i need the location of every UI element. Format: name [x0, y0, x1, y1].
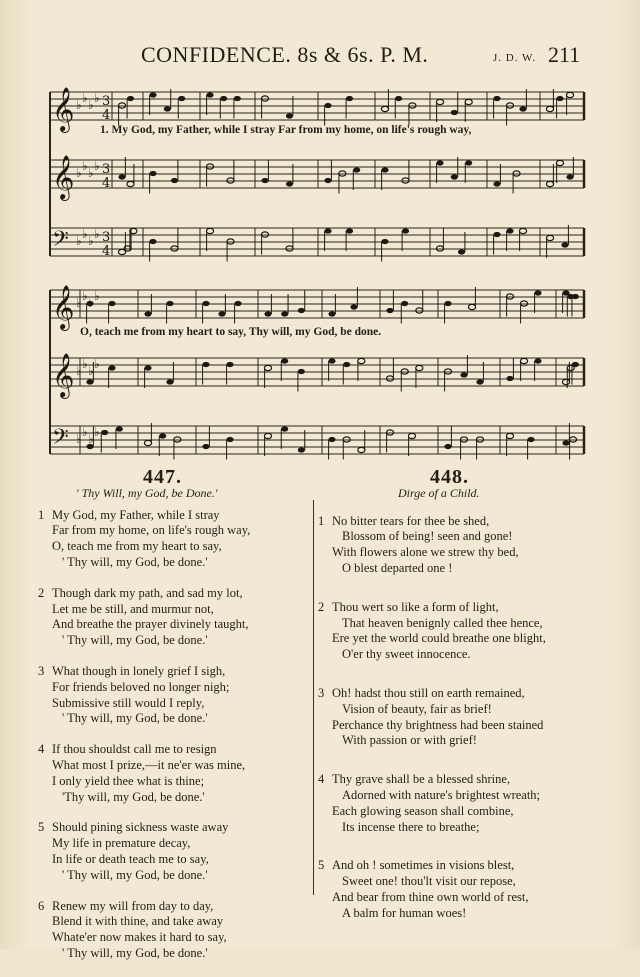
stanza — [38, 742, 308, 805]
note-head — [534, 358, 541, 363]
note-head — [164, 106, 171, 111]
note-head — [401, 301, 408, 306]
note-head — [206, 92, 213, 97]
stanza-number: 4 — [38, 742, 45, 757]
note-head — [468, 304, 475, 309]
stanza-line: With passion or with grief! — [342, 733, 477, 748]
note-head — [493, 232, 500, 237]
stanza-line: For friends beloved no longer nigh; — [52, 679, 230, 694]
music-glyph: ♭ — [76, 98, 82, 112]
note-head — [343, 362, 350, 367]
stanza-line: ' Thy will, my God, be done.' — [62, 554, 208, 569]
stanza-line — [318, 686, 618, 702]
stanza-number: 3 — [318, 685, 325, 700]
note-head — [416, 365, 423, 370]
stanza-text: Thou wert so like a form of light, — [332, 599, 499, 614]
music-glyph: ♭ — [94, 227, 100, 241]
stanza-line: ' Thy will, my God, be done.' — [62, 867, 208, 882]
note-head — [264, 365, 271, 370]
note-head — [159, 433, 166, 438]
stanza-line: Let me be still, and murmur not, — [52, 601, 214, 616]
note-head — [234, 96, 241, 101]
note-head — [286, 113, 293, 118]
stanza — [38, 820, 308, 883]
note-head — [381, 239, 388, 244]
music-glyph: ♭ — [94, 425, 100, 439]
music-glyph: ♭ — [76, 432, 82, 446]
stanza-number: 6 — [38, 898, 45, 913]
note-head — [534, 290, 541, 295]
note-head — [324, 103, 331, 108]
note-head — [346, 96, 353, 101]
stanza — [38, 586, 308, 649]
stanza-line: O'er thy sweet innocence. — [342, 647, 471, 662]
note-head — [444, 301, 451, 306]
hymn-448 — [318, 466, 618, 945]
music-glyph: ♭ — [94, 159, 100, 173]
note-head — [402, 228, 409, 233]
note-head — [527, 437, 534, 442]
note-head — [234, 301, 241, 306]
stanza-line: Blend it with thine, and take away — [52, 914, 224, 929]
note-head — [506, 376, 513, 381]
note-head — [561, 242, 568, 247]
music-glyph: 3 — [102, 94, 111, 109]
stanza-line: That heaven benignly called thee hence, — [342, 615, 543, 630]
stanza — [38, 899, 308, 962]
music-glyph: ♭ — [76, 234, 82, 248]
hymn-448-stanzas — [318, 514, 618, 922]
music-glyph: ♭ — [76, 166, 82, 180]
note-head — [546, 235, 553, 240]
note-head — [206, 228, 213, 233]
stanza-line — [318, 772, 618, 788]
note-head — [519, 106, 526, 111]
note-head — [202, 301, 209, 306]
note-head — [178, 96, 185, 101]
stanza-line: Sweet one! thou'lt visit our repose, — [342, 874, 516, 889]
hymn-447-subtitle: ' Thy Will, my God, be Done.' — [76, 485, 218, 500]
stanza — [318, 772, 618, 835]
note-head — [108, 301, 115, 306]
stanza-line: O blest departed one ! — [342, 560, 453, 575]
music-glyph: ♭ — [88, 166, 94, 180]
stanza — [318, 514, 618, 577]
stanza-number: 2 — [38, 585, 45, 600]
hymn-447 — [38, 466, 308, 977]
note-head — [171, 178, 178, 183]
music-glyph: ♭ — [88, 364, 94, 378]
music-glyph: 4 — [102, 244, 111, 259]
note-head — [144, 440, 151, 445]
note-head — [395, 96, 402, 101]
music-glyph: ♭ — [76, 364, 82, 378]
music-glyph: ♭ — [82, 289, 88, 303]
page-number: 211 — [548, 42, 581, 67]
stanza-line: Vision of beauty, fair as brief! — [342, 701, 492, 716]
stanza-number: 1 — [38, 507, 45, 522]
note-head — [506, 228, 513, 233]
note-head — [324, 178, 331, 183]
note-head — [436, 99, 443, 104]
note-head — [381, 106, 388, 111]
music-glyph: 𝄢 — [52, 425, 69, 455]
note-head — [353, 167, 360, 172]
note-head — [144, 311, 151, 316]
note-head — [566, 174, 573, 179]
notes — [86, 89, 579, 460]
stanza-line — [38, 508, 308, 524]
clefs-and-signatures — [52, 87, 110, 455]
stanza-text: Oh! hadst thou still on earth remained, — [332, 685, 525, 700]
note-head — [144, 365, 151, 370]
stanza-line: Far from my home, on life's rough way, — [52, 523, 251, 538]
hymn-447-stanzas — [38, 508, 308, 962]
note-head — [465, 160, 472, 165]
note-head — [286, 181, 293, 186]
note-head — [226, 437, 233, 442]
stanza-line: O, teach me from my heart to say, — [52, 539, 222, 554]
stanza — [318, 600, 618, 663]
note-head — [460, 372, 467, 377]
music-glyph: 3 — [102, 230, 111, 245]
note-head — [562, 379, 569, 384]
note-head — [572, 362, 579, 367]
note-head — [108, 365, 115, 370]
hymn-448-number: 448. — [430, 466, 469, 488]
music-glyph: ♭ — [88, 98, 94, 112]
note-head — [444, 444, 451, 449]
note-head — [350, 304, 357, 309]
stanza-line: ' Thy will, my God, be done.' — [62, 633, 208, 648]
stanza-line: Perchance thy brightness had been stained — [332, 717, 544, 732]
music-glyph: 𝄞 — [52, 87, 75, 131]
stanza-text: What though in lonely grief I sigh, — [52, 663, 226, 678]
stanza-line — [318, 858, 618, 874]
note-head — [386, 308, 393, 313]
music-glyph: ♭ — [94, 357, 100, 371]
note-head — [519, 228, 526, 233]
stanza-line: And breathe the prayer divinely taught, — [52, 617, 249, 632]
stanza-line: Its incense there to breathe; — [342, 819, 480, 834]
stanza-line: Each glowing season shall combine, — [332, 803, 514, 818]
note-head — [451, 110, 458, 115]
note-head — [226, 362, 233, 367]
music-glyph: ♭ — [76, 296, 82, 310]
note-head — [556, 96, 563, 101]
note-head — [465, 99, 472, 104]
music-score — [0, 0, 640, 470]
note-head — [556, 160, 563, 165]
note-head — [546, 181, 553, 186]
stanza-line: In life or death teach me to say, — [52, 851, 209, 866]
music-glyph: ♭ — [82, 425, 88, 439]
stanza-line: I only yield thee what is thine; — [52, 773, 205, 788]
stanza — [318, 858, 618, 921]
music-glyph: ♭ — [82, 159, 88, 173]
note-head — [562, 440, 569, 445]
music-glyph: 3 — [102, 162, 111, 177]
note-head — [166, 379, 173, 384]
stanza — [318, 686, 618, 749]
music-glyph: ♭ — [82, 357, 88, 371]
stanza-text: If thou shouldst call me to resign — [52, 742, 217, 757]
hymn-447-number: 447. — [143, 466, 182, 488]
stanza-line: Submissive still would I reply, — [52, 695, 205, 710]
stanza-line: A balm for human woes! — [342, 905, 467, 920]
stanza-line — [38, 664, 308, 680]
note-head — [264, 311, 271, 316]
note-head — [328, 311, 335, 316]
note-head — [261, 178, 268, 183]
stanza-number: 4 — [318, 772, 325, 787]
music-glyph: ♭ — [88, 234, 94, 248]
music-glyph: ♭ — [88, 432, 94, 446]
music-glyph: 𝄞 — [52, 285, 75, 329]
note-head — [328, 358, 335, 363]
lyric-line-2: O, teach me from my heart to say, Thy will, my God, be done. — [80, 326, 382, 338]
music-glyph: ♭ — [82, 227, 88, 241]
note-head — [281, 358, 288, 363]
note-head — [101, 430, 108, 435]
music-glyph: ♭ — [88, 296, 94, 310]
note-head — [328, 437, 335, 442]
music-glyph: ♭ — [82, 91, 88, 105]
music-glyph: ♭ — [94, 289, 100, 303]
note-head — [358, 447, 365, 452]
stanza-line: And bear from thine own world of rest, — [332, 889, 529, 904]
note-head — [408, 433, 415, 438]
note-head — [202, 362, 209, 367]
stanza-line: ' Thy will, my God, be done.' — [62, 711, 208, 726]
note-head — [381, 167, 388, 172]
stanza-line — [38, 586, 308, 602]
stanza-line: Ere yet the world could breathe one blight, — [332, 631, 546, 646]
note-head — [298, 447, 305, 452]
stanza-line: My life in premature decay, — [52, 836, 191, 851]
note-head — [324, 228, 331, 233]
note-head — [149, 171, 156, 176]
note-head — [436, 160, 443, 165]
note-head — [218, 311, 225, 316]
note-head — [298, 369, 305, 374]
note-head — [566, 92, 573, 97]
music-glyph: 𝄞 — [52, 353, 75, 397]
note-head — [281, 426, 288, 431]
stanza-text: Thy grave shall be a blessed shrine, — [332, 772, 511, 787]
note-head — [264, 433, 271, 438]
stanza-line: 'Thy will, my God, be done.' — [62, 789, 205, 804]
stanza-line — [318, 600, 618, 616]
note-head — [127, 181, 134, 186]
note-head — [298, 308, 305, 313]
note-head — [458, 249, 465, 254]
staff-lines — [50, 92, 584, 454]
stanza-text: Renew my will from day to day, — [52, 898, 214, 913]
note-head — [506, 433, 513, 438]
stanza-number: 2 — [318, 599, 325, 614]
music-glyph: 4 — [102, 108, 111, 123]
stanza-number: 5 — [38, 820, 45, 835]
note-head — [202, 444, 209, 449]
note-head — [166, 301, 173, 306]
note-head — [346, 228, 353, 233]
stanza-text: My God, my Father, while I stray — [52, 507, 220, 522]
stanza-line: Blossom of being! seen and gone! — [342, 529, 513, 544]
music-glyph: 𝄢 — [52, 227, 69, 257]
stanza-number: 5 — [318, 858, 325, 873]
music-glyph: 4 — [102, 176, 111, 191]
column-divider — [313, 500, 314, 895]
note-head — [451, 174, 458, 179]
stanza-line: Adorned with nature's brightest wreath; — [342, 787, 541, 802]
music-glyph: 𝄞 — [52, 155, 75, 199]
note-head — [358, 358, 365, 363]
note-head — [493, 96, 500, 101]
stanza-line: With flowers alone we strew thy bed, — [332, 545, 519, 560]
note-head — [493, 181, 500, 186]
note-head — [149, 92, 156, 97]
stanza-line: Whate'er now makes it hard to say, — [52, 930, 227, 945]
note-head — [546, 106, 553, 111]
stanza-number: 1 — [318, 513, 325, 528]
stanza-text: Though dark my path, and sad my lot, — [52, 585, 243, 600]
note-head — [572, 294, 579, 299]
note-head — [118, 174, 125, 179]
note-head — [476, 379, 483, 384]
stanza-number: 3 — [38, 663, 45, 678]
music-glyph: ♭ — [94, 91, 100, 105]
stanza-line — [38, 820, 308, 836]
lyric-line-1: 1. My God, my Father, while I stray Far from my home, on life's rough way, — [100, 124, 472, 136]
stanza-line — [38, 742, 308, 758]
note-head — [127, 96, 134, 101]
stanza — [38, 508, 308, 571]
stanza-line — [38, 899, 308, 915]
stanza — [38, 664, 308, 727]
stanza-line: What most I prize,—it ne'er was mine, — [52, 757, 246, 772]
stanza-text: And oh ! sometimes in visions blest, — [332, 858, 515, 873]
note-head — [86, 379, 93, 384]
stanza-text: Should pining sickness waste away — [52, 820, 229, 835]
note-head — [220, 96, 227, 101]
stanza-line — [318, 514, 618, 530]
composer-initials: J. D. W. — [493, 52, 537, 64]
note-head — [149, 239, 156, 244]
note-head — [520, 358, 527, 363]
stanza-line: ' Thy will, my God, be done.' — [62, 945, 208, 960]
note-head — [116, 426, 123, 431]
note-head — [281, 311, 288, 316]
tune-title: CONFIDENCE. 8s & 6s. P. M. — [141, 42, 429, 67]
hymn-448-subtitle: Dirge of a Child. — [398, 485, 480, 500]
stanza-text: No bitter tears for thee be shed, — [332, 513, 490, 528]
